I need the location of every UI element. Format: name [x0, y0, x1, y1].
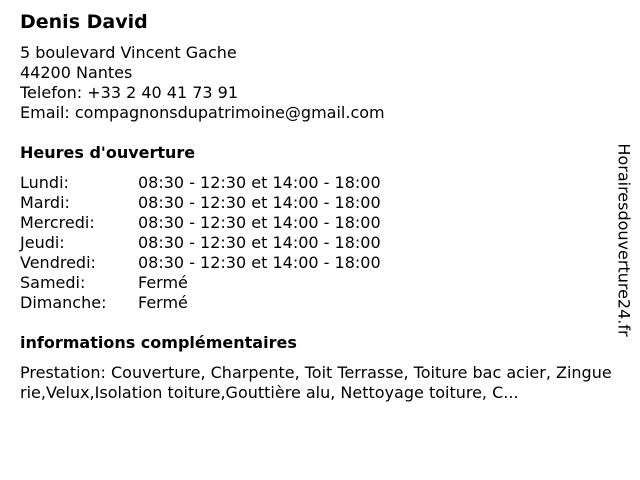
business-card: [20, 10, 620, 403]
additional-info-title: informations complémentaires: [20, 333, 297, 352]
day-hours: 08:30 - 12:30 et 14:00 - 18:00: [138, 173, 381, 192]
phone-number: Telefon: +33 2 40 41 73 91: [20, 83, 239, 102]
day-label: Dimanche:: [20, 293, 107, 312]
day-hours: 08:30 - 12:30 et 14:00 - 18:00: [138, 213, 381, 232]
hours-row-monday: [20, 173, 620, 193]
additional-info-text: Prestation: Couverture, Charpente, Toit Terrasse, Toiture bac acier, Zinguerie,Velux,Isolation toiture,Gouttière alu, Nettoyage toiture, C...: [20, 363, 612, 402]
day-hours: Fermé: [138, 293, 188, 312]
opening-hours-title: Heures d'ouverture: [20, 143, 196, 162]
hours-row-sunday: [20, 293, 620, 313]
address-city: 44200 Nantes: [20, 63, 133, 82]
business-name: Denis David: [20, 11, 148, 33]
day-label: Lundi:: [20, 173, 69, 192]
day-label: Samedi:: [20, 273, 86, 292]
day-hours: 08:30 - 12:30 et 14:00 - 18:00: [138, 253, 381, 272]
site-watermark: Horairesdouverture24.fr: [614, 143, 634, 337]
day-hours: 08:30 - 12:30 et 14:00 - 18:00: [138, 193, 381, 212]
hours-row-tuesday: [20, 193, 620, 213]
opening-hours-table: [20, 173, 620, 313]
hours-row-thursday: [20, 233, 620, 253]
hours-row-saturday: [20, 273, 620, 293]
day-label: Mercredi:: [20, 213, 95, 232]
day-label: Vendredi:: [20, 253, 96, 272]
address-street: 5 boulevard Vincent Gache: [20, 43, 237, 62]
day-hours: 08:30 - 12:30 et 14:00 - 18:00: [138, 233, 381, 252]
email-address: Email: compagnonsdupatrimoine@gmail.com: [20, 103, 385, 122]
hours-row-wednesday: [20, 213, 620, 233]
day-label: Mardi:: [20, 193, 70, 212]
day-label: Jeudi:: [20, 233, 65, 252]
hours-row-friday: [20, 253, 620, 273]
day-hours: Fermé: [138, 273, 188, 292]
